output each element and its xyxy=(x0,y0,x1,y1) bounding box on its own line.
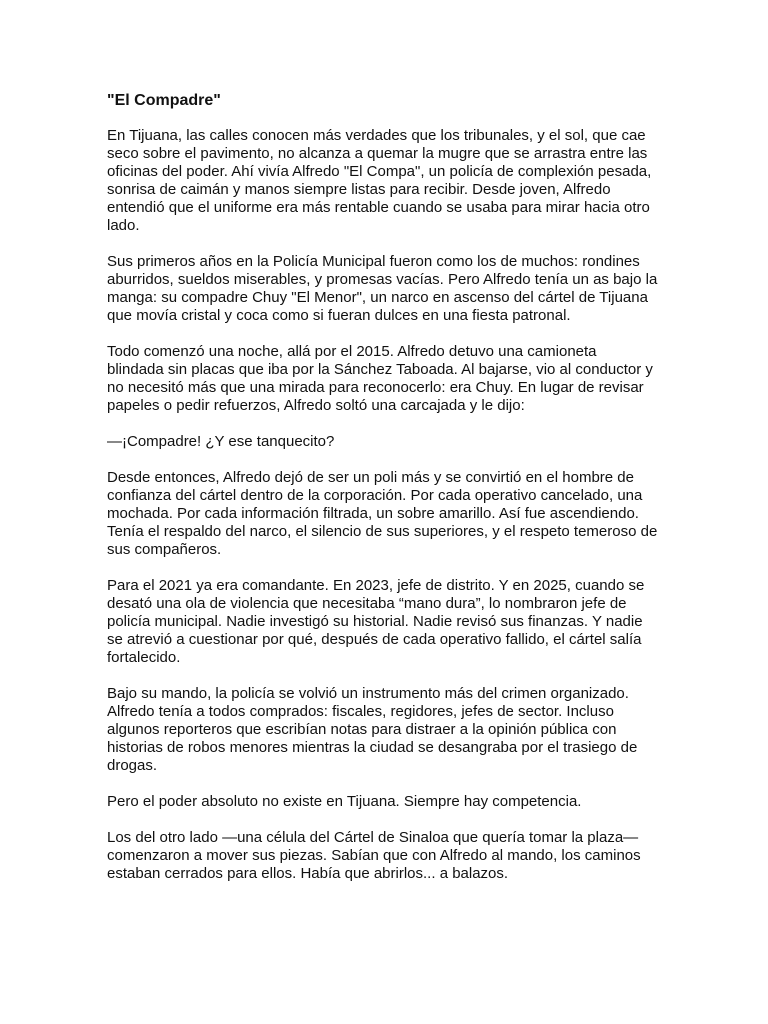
document-title: "El Compadre" xyxy=(107,92,221,109)
text-line: sus compañeros. xyxy=(107,541,222,558)
text-line: Todo comenzó una noche, allá por el 2015. Alfredo detuvo una camioneta xyxy=(107,343,597,360)
paragraph xyxy=(107,829,667,883)
text-line: historias de robos menores mientras la ciudad se desangraba por el trasiego de xyxy=(107,739,638,756)
text-line: confianza del cártel dentro de la corporación. Por cada operativo cancelado, una xyxy=(107,487,643,504)
text-line: Alfredo tenía a todos comprados: fiscales, regidores, jefes de sector. Incluso xyxy=(107,703,614,720)
text-line: algunos reporteros que escribían notas para distraer a la opinión pública con xyxy=(107,721,617,738)
text-line: estaban cerrados para ellos. Había que abrirlos... a balazos. xyxy=(107,865,509,882)
text-line: Pero el poder absoluto no existe en Tijuana. Siempre hay competencia. xyxy=(107,793,582,810)
text-line: no necesitó más que una mirada para reconocerlo: era Chuy. En lugar de revisar xyxy=(107,379,644,396)
paragraph xyxy=(107,577,667,667)
text-line: drogas. xyxy=(107,757,158,774)
text-line: fortalecido. xyxy=(107,649,181,666)
paragraph xyxy=(107,433,667,451)
text-line: En Tijuana, las calles conocen más verdades que los tribunales, y el sol, que cae xyxy=(107,127,646,144)
text-line: se atrevió a cuestionar por qué, después de cada operativo fallido, el cártel salía xyxy=(107,631,642,648)
text-line: Sus primeros años en la Policía Municipal fueron como los de muchos: rondines xyxy=(107,253,640,270)
text-line: Tenía el respaldo del narco, el silencio de sus superiores, y el respeto temeroso de xyxy=(107,523,658,540)
paragraph xyxy=(107,685,667,775)
text-line: papeles o pedir refuerzos, Alfredo soltó una carcajada y le dijo: xyxy=(107,397,525,414)
text-line: desató una ola de violencia que necesitaba “mano dura”, lo nombraron jefe de xyxy=(107,595,627,612)
paragraph xyxy=(107,343,667,415)
paragraph xyxy=(107,253,667,325)
paragraph xyxy=(107,793,667,811)
text-line: Bajo su mando, la policía se volvió un instrumento más del crimen organizado. xyxy=(107,685,629,702)
text-line: —¡Compadre! ¿Y ese tanquecito? xyxy=(107,433,335,450)
text-line: que movía cristal y coca como si fueran dulces en una fiesta patronal. xyxy=(107,307,571,324)
text-line: blindada sin placas que iba por la Sánchez Taboada. Al bajarse, vio al conductor y xyxy=(107,361,653,378)
text-line: oficinas del poder. Ahí vivía Alfredo "El Compa", un policía de complexión pesada, xyxy=(107,163,652,180)
text-line: Los del otro lado —una célula del Cártel de Sinaloa que quería tomar la plaza— xyxy=(107,829,639,846)
text-line: Desde entonces, Alfredo dejó de ser un poli más y se convirtió en el hombre de xyxy=(107,469,634,486)
document-page xyxy=(107,91,667,901)
text-line: sonrisa de caimán y manos siempre listas para recibir. Desde joven, Alfredo xyxy=(107,181,611,198)
text-line: policía municipal. Nadie investigó su historial. Nadie revisó sus finanzas. Y nadie xyxy=(107,613,643,630)
text-line: aburridos, sueldos miserables, y promesas vacías. Pero Alfredo tenía un as bajo la xyxy=(107,271,658,288)
text-line: manga: su compadre Chuy "El Menor", un narco en ascenso del cártel de Tijuana xyxy=(107,289,648,306)
text-line: Para el 2021 ya era comandante. En 2023, jefe de distrito. Y en 2025, cuando se xyxy=(107,577,645,594)
text-line: comenzaron a mover sus piezas. Sabían que con Alfredo al mando, los caminos xyxy=(107,847,641,864)
text-line: mochada. Por cada información filtrada, un sobre amarillo. Así fue ascendiendo. xyxy=(107,505,639,522)
paragraph xyxy=(107,469,667,559)
text-line: entendió que el uniforme era más rentable cuando se usaba para mirar hacia otro xyxy=(107,199,650,216)
document-body xyxy=(107,127,667,883)
text-line: seco sobre el pavimento, no alcanza a quemar la mugre que se arrastra entre las xyxy=(107,145,648,162)
text-line: lado. xyxy=(107,217,140,234)
paragraph xyxy=(107,127,667,235)
